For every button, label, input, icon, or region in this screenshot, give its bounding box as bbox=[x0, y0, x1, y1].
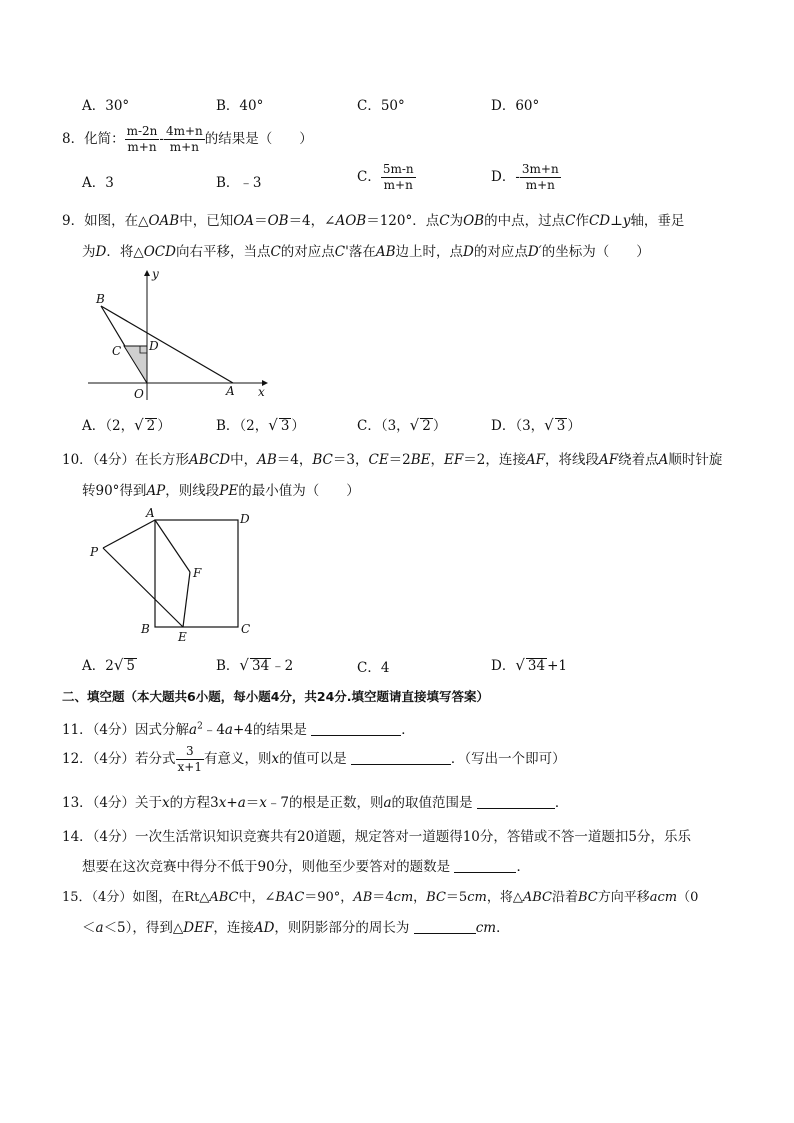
label-e: E bbox=[178, 630, 187, 644]
label-d: D bbox=[149, 339, 159, 353]
q9-option-c: C．（3，√ 2 ） bbox=[357, 416, 447, 434]
section-heading-fill-in: 二、填空题（本大题共6小题，每小题4分，共24分.填空题请直接填写答案） bbox=[62, 689, 490, 704]
q9-option-a: A．（2，√ 2 ） bbox=[82, 416, 171, 434]
q10-line-2: 转90°得到AP，则线段PE的最小值为（ ） bbox=[82, 483, 360, 499]
q9-line-2: 为D．将△OCD向右平移，当点C的对应点C'落在AB边上时，点D的对应点D′的坐标为（ ） bbox=[82, 244, 650, 260]
label-y: y bbox=[152, 267, 159, 281]
q12-fraction: $\frac{3}{x+1}$ bbox=[177, 744, 202, 774]
q10-option-c: C．4 bbox=[357, 660, 390, 676]
q10-option-d: D．√ 34 +1 bbox=[491, 656, 567, 674]
q15-line-1: 15．（4分）如图，在Rt△ABC中，∠BAC＝90°，AB＝4cm，BC＝5cm，将△ABC沿着BC方向平移acm（0 bbox=[62, 890, 699, 905]
q11-question: 11．（4分）因式分解$a^2﹣4a+4$的结果是 ． bbox=[62, 721, 415, 738]
q8-option-d: D．- $\frac{3m+n}{m+n}$ bbox=[491, 162, 559, 192]
q7-option-c: C．50° bbox=[357, 98, 405, 114]
q10-line-1: 10．（4分）在长方形ABCD中，AB＝4，BC＝3，CE＝2BE，EF＝2，连接AF，将线段AF绕着点A顺时针旋 bbox=[62, 452, 723, 468]
label-f: F bbox=[193, 566, 202, 580]
label-d: D bbox=[240, 512, 250, 526]
label-c: C bbox=[241, 622, 251, 636]
label-b: B bbox=[141, 622, 150, 636]
q12-answer-blank bbox=[351, 764, 451, 765]
segment-ap bbox=[103, 520, 155, 548]
q15-answer-blank bbox=[414, 933, 476, 934]
q10-option-a: A．2√ 5 bbox=[82, 656, 135, 674]
q13-question: 13．（4分）关于x的方程3x+a＝x﹣7的根是正数，则a的取值范围是 ． bbox=[62, 795, 569, 811]
label-p: P bbox=[90, 545, 99, 559]
q8-fraction-1: $\frac{m-2n}{m+n}$ bbox=[126, 124, 158, 154]
label-b: B bbox=[96, 292, 105, 306]
label-a: A bbox=[146, 506, 155, 520]
q8-option-b: B．﹣3 bbox=[216, 175, 262, 191]
q15-line-2: ＜a＜5），得到△DEF，连接AD，则阴影部分的周长为 cm． bbox=[82, 920, 510, 936]
label-x: x bbox=[258, 385, 265, 399]
label-c: C bbox=[112, 344, 122, 358]
segment-fe bbox=[183, 572, 190, 627]
q8-option-c: C． $\frac{5m-n}{m+n}$ bbox=[357, 162, 414, 192]
q7-option-a: A．30° bbox=[82, 98, 130, 114]
q9-option-d: D．（3，√ 3 ） bbox=[491, 416, 581, 434]
q9-option-b: B．（2，√ 3 ） bbox=[216, 416, 305, 434]
q7-option-d: D．60° bbox=[491, 98, 540, 114]
q9-line-1: 9．如图，在△OAB中，已知OA＝OB＝4，∠AOB＝120°．点C为OB的中点，过点C作CD⊥y轴，垂足 bbox=[62, 213, 685, 229]
q8-question: 8．化简： $\frac{m-2n}{m+n}$ - $\frac{4m+n}{m+n}$ 的结果是（ ） bbox=[62, 124, 313, 154]
q7-option-b: B．40° bbox=[216, 98, 264, 114]
q10-option-b: B．√ 34 ﹣2 bbox=[216, 656, 294, 674]
q14-line-2: 想要在这次竞赛中得分不低于90分，则他至少要答对的题数是 ． bbox=[82, 859, 530, 875]
q14-answer-blank bbox=[454, 872, 516, 873]
label-a: A bbox=[226, 384, 235, 398]
segment-pe bbox=[103, 548, 183, 627]
q8-option-a: A．3 bbox=[82, 175, 114, 191]
q13-answer-blank bbox=[477, 808, 555, 809]
q14-line-1: 14．（4分）一次生活常识知识竞赛共有20道题，规定答对一道题得10分，答错或不答一道题扣5分，乐乐 bbox=[62, 829, 691, 845]
segment-af bbox=[155, 520, 190, 572]
q12-question: 12．（4分）若分式 $\frac{3}{x+1}$ 有意义，则x的值可以是 ．（写出一个即可） bbox=[62, 744, 566, 774]
q8-fraction-2: $\frac{4m+n}{m+n}$ bbox=[165, 124, 203, 154]
q11-answer-blank bbox=[311, 735, 401, 736]
label-o: O bbox=[134, 387, 144, 401]
